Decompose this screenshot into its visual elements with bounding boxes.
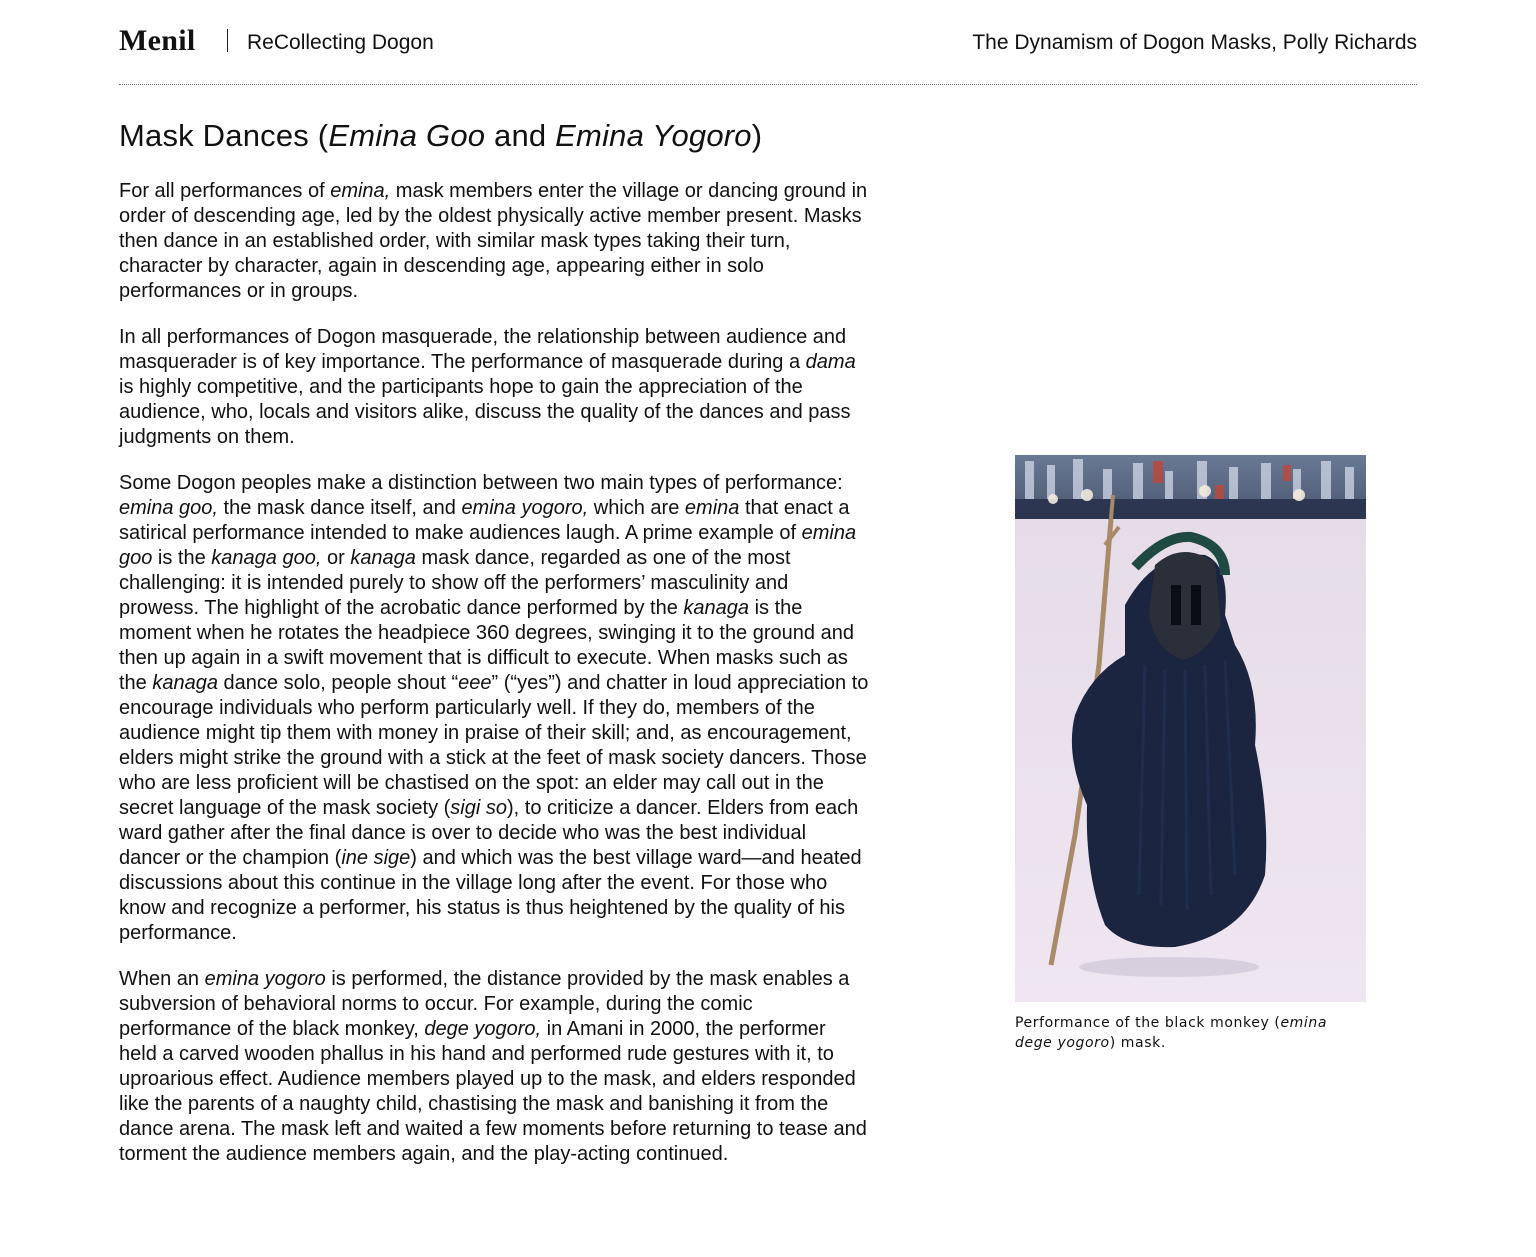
site-title-link[interactable]: ReCollecting Dogon: [247, 31, 434, 54]
essay-title: The Dynamism of Dogon Masks, Polly Richards: [972, 31, 1417, 54]
site-header: [119, 22, 1417, 85]
paragraph-3: Some Dogon peoples make a distinction between two main types of performance: emina goo, the mask dance itself, and emina yogoro, which are emina that enact a satirical performance intended to make audiences laugh. A prime example of emina goo is the kanaga goo, or kanaga mask dance, regarded as one of the most challenging: it is intended purely to show off the performers’ masculinity and prowess. The highlight of the acrobatic dance performed by the kanaga is the moment when he rotates the headpiece 360 degrees, swinging it to the ground and then up again in a swift movement that is difficult to execute. When masks such as the kanaga dance solo, people shout “eee” (“yes”) and chatter in loud appreciation to encourage individuals who perform particularly well. If they do, members of the audience might tip them with money in praise of their skill; and, as encouragement, elders might strike the ground with a stick at the feet of mask society dancers. Those who are less proficient will be chastised on the spot: an elder may call out in the secret language of the mask society (sigi so), to criticize a dancer. Elders from each ward gather after the final dance is over to decide who was the best individual dancer or the champion (ine sige) and which was the best village ward—and heated discussions about this continue in the village long after the event. For those who know and recognize a performer, his status is thus heightened by the quality of his performance.: [119, 472, 869, 944]
article-body: [119, 116, 869, 1188]
paragraph-1: For all performances of emina, mask members enter the village or dancing ground in order of descending age, led by the oldest physically active member present. Masks then dance in an established order, with similar mask types taking their turn, character by character, again in descending age, appearing either in solo performances or in groups.: [119, 180, 868, 302]
header-divider: [227, 29, 228, 52]
black-monkey-mask-photo[interactable]: [1015, 455, 1366, 1002]
figure-caption: Performance of the black monkey (emina dege yogoro) mask.: [1015, 1015, 1328, 1051]
figure: [1015, 455, 1366, 1053]
menil-logo[interactable]: Menil: [119, 24, 196, 57]
paragraph-4: When an emina yogoro is performed, the distance provided by the mask enables a subversion of behavioral norms to occur. For example, during the comic performance of the black monkey, dege yogoro, in Amani in 2000, the performer held a carved wooden phallus in his hand and performed rude gestures with it, to uproarious effect. Audience members played up to the mask, and elders responded like the parents of a naughty child, chastising the mask and banishing it from the dance arena. The mask left and waited a few moments before returning to tease and torment the audience members again, and the play-acting continued.: [119, 968, 867, 1165]
section-heading: Mask Dances (Emina Goo and Emina Yogoro): [119, 118, 763, 153]
paragraph-2: In all performances of Dogon masquerade, the relationship between audience and masquerader is of key importance. The performance of masquerade during a dama is highly competitive, and the participants hope to gain the appreciation of the audience, who, locals and visitors alike, discuss the quality of the dances and pass judgments on them.: [119, 326, 856, 448]
